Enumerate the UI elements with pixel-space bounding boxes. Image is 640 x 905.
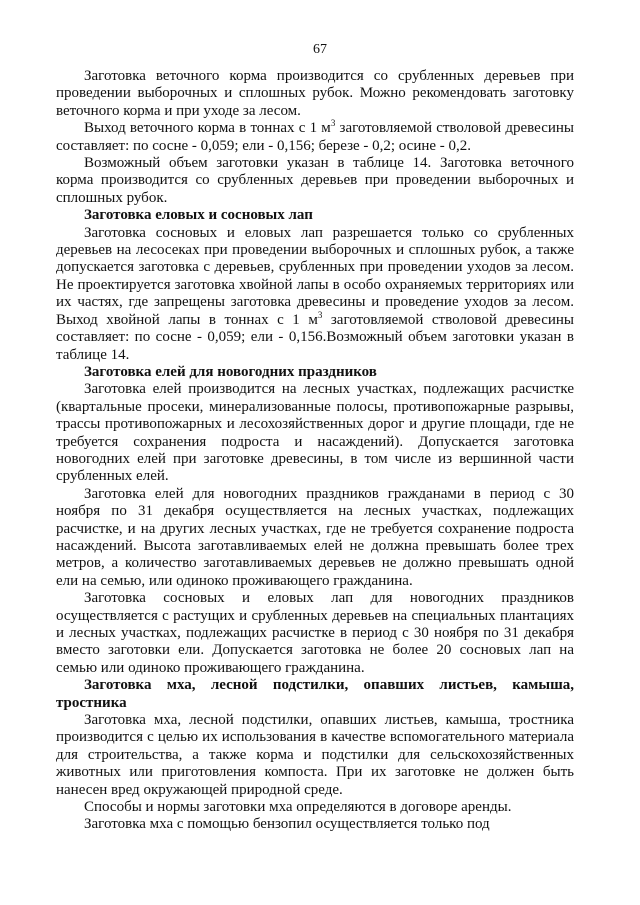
heading-moss-litter: Заготовка мха, лесной подстилки, опавших листьев, камыша, тростника <box>56 677 574 711</box>
paragraph-spruce-pine-branches <box>56 225 574 364</box>
paragraph-moss-litter: Заготовка мха, лесной подстилки, опавших листьев, камыша, тростника производится с целью их использования в качестве вспомогательного материала для строительства, а также корма и подстилки для сельскохозяйственных животных или приготовления компоста. При их заготовке не должен быть нанесен вред окружающей природной среде. <box>56 712 574 798</box>
yield-text-after: заготовляемой стволовой древесины составляет: по сосне - 0,059; ели - 0,156; березе - 0,2; осине - 0,2. <box>56 120 575 154</box>
heading-new-year-trees: Заготовка елей для новогодних праздников <box>84 363 377 380</box>
cubic-superscript: 3 <box>330 118 336 129</box>
paragraph-branch-feed-volume: Возможный объем заготовки указан в таблице 14. Заготовка веточного корма производится со срубленных деревьев при проведении выборочных и сплошных рубок. <box>56 155 574 206</box>
cubic-superscript: 3 <box>317 309 323 320</box>
paragraph-moss-norms: Способы и нормы заготовки мха определяются в договоре аренды. <box>84 799 512 816</box>
paragraph-new-year-branches: Заготовка сосновых и еловых лап для новогодних праздников осуществляется с растущих и срубленных деревьев на специальных плантациях и лесных участках, подлежащих расчистке в период с 30 ноября по 31 декабря вместо заготовки ели. Допускается заготовка не более 20 сосновых лап на семью или одиноко проживающего гражданина. <box>56 590 574 676</box>
heading-spruce-pine-branches: Заготовка еловых и сосновых лап <box>84 207 313 224</box>
page-number: 67 <box>313 42 327 57</box>
branches-text-before: Заготовка сосновых и еловых лап разрешается только со срубленных деревьев на лесосеках при проведении выборочных и сплошных рубок, а также допускается заготовка с деревьев, срубленных при проведении уходов за лесом. Не проектируется заготовка хвойной лапы в особо охраняемых территориях или их частях, где запрещены заготовка древесины и проведение уходов за лесом. Выход хвойной лапы в тоннах с 1 м <box>56 224 574 328</box>
page-content <box>56 68 574 834</box>
paragraph-new-year-trees-citizens: Заготовка елей для новогодних праздников гражданами в период с 30 ноября по 31 декабря осуществляется на лесных участках, подлежащих расчистке, и на других лесных участках, где не требуется сохранение подроста насаждений. Высота заготавливаемых елей не должна превышать более трех метров, а количество заготавливаемых деревьев не должно превышать одной ели на семью, или одиноко проживающего гражданина. <box>56 485 574 589</box>
paragraph-new-year-trees-sites: Заготовка елей производится на лесных участках, подлежащих расчистке (квартальные просеки, минерализованные полосы, противопожарные разрывы, трассы противопожарных и лесохозяйственных дорог и другие площади, где не требуется сохранения подроста и насаждений). Допускается заготовка новогодних елей при заготовке древесины, в том числе из вершинной части срубленных елей. <box>56 381 574 485</box>
yield-text-before: Выход веточного корма в тоннах с 1 м <box>84 120 331 137</box>
paragraph-branch-feed-yield <box>56 120 574 155</box>
paragraph-branch-feed-intro: Заготовка веточного корма производится со срубленных деревьев при проведении выборочных и сплошных рубок. Можно рекомендовать заготовку веточного корма и при уходе за лесом. <box>56 68 574 119</box>
branches-text-after: заготовляемой стволовой древесины составляет: по сосне - 0,059; ели - 0,156.Возможный объем заготовки указан в таблице 14. <box>56 311 574 363</box>
paragraph-moss-chainsaw: Заготовка мха с помощью бензопил осуществляется только под <box>84 816 490 833</box>
